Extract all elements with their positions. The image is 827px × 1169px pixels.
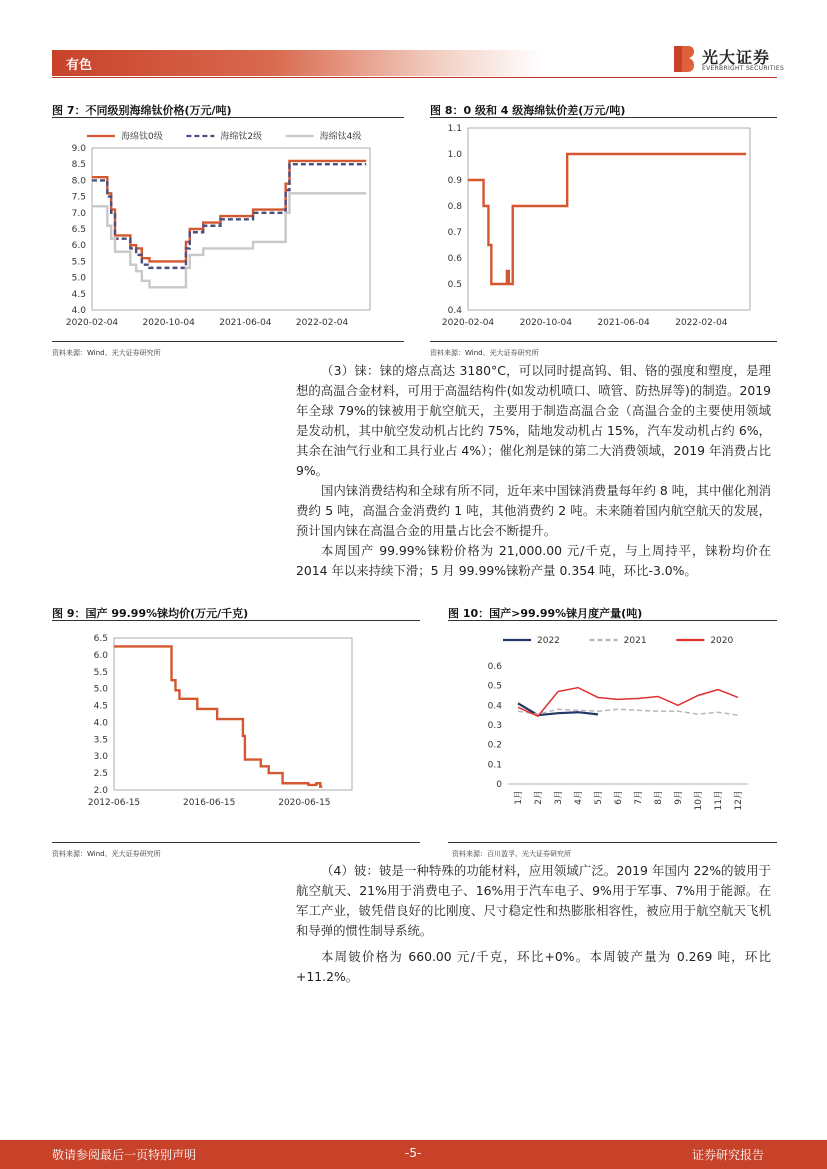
figure-7-chart [52, 120, 404, 335]
y-tick-label: 4.0 [71, 306, 86, 316]
legend-label: 2021 [623, 636, 647, 646]
y-tick-label: 7.5 [71, 192, 86, 203]
x-tick-label: 7月 [634, 790, 644, 805]
footer-disclaimer: 敬请参阅最后一页特别声明 [52, 1148, 197, 1162]
y-tick-label: 8.0 [71, 176, 86, 187]
y-tick-label: 8.5 [71, 160, 86, 171]
y-tick-label: 0.2 [487, 740, 502, 751]
y-tick-label: 4.5 [71, 289, 86, 300]
y-tick-label: 3.5 [93, 735, 108, 746]
y-tick-label: 0.1 [487, 760, 502, 771]
y-tick-label: 6.5 [71, 225, 86, 235]
paragraph-rhenium-domestic: 国内铼消费结构和全球有所不同，近年来中国铼消费量每年约 8 吨，其中催化剂消费约 5 吨，高温合金消费约 1 吨，其他消费约 2 吨。未来随着国内航空航天的发展，预计国内铼在高温合金的用量占比会不断提升。 [296, 483, 771, 538]
figure-9-bottom-rule [52, 842, 420, 843]
y-tick-label: 0.3 [487, 721, 502, 731]
x-tick-label: 2月 [534, 790, 544, 805]
x-tick-label: 2016-06-15 [183, 798, 236, 808]
y-tick-label: 4.0 [93, 718, 108, 729]
figure-9-source: 资料来源：Wind、光大证券研究所 [52, 850, 161, 858]
figure-7-source: 资料来源：Wind、光大证券研究所 [52, 349, 161, 357]
y-tick-label: 5.5 [93, 667, 108, 678]
x-tick-label: 2020-10-04 [519, 318, 572, 328]
figure-8-source: 资料来源：Wind、光大证券研究所 [430, 349, 539, 357]
y-tick-label: 1.0 [447, 150, 462, 160]
y-tick-label: 0.5 [487, 681, 502, 692]
x-tick-label: 1月 [514, 790, 524, 805]
figure-8-title: 图 8：0 级和 4 级海绵钛价差(万元/吨) [430, 104, 626, 117]
figure-7-title-rule [52, 117, 404, 118]
section-header-bar [52, 50, 542, 76]
y-tick-label: 0.6 [447, 254, 462, 264]
brand-logo-icon [674, 46, 694, 72]
y-tick-label: 0.5 [447, 280, 462, 290]
series-line-海绵钛0级 [92, 161, 366, 261]
x-tick-label: 2020-02-04 [65, 318, 119, 328]
y-tick-label: 6.5 [93, 634, 108, 644]
figure-9-title: 图 9：国产 99.99%铼均价(万元/千克) [52, 607, 249, 620]
x-tick-label: 2021-06-04 [597, 318, 650, 328]
figure-10-bottom-rule [448, 842, 777, 843]
section-label: 有色 [66, 58, 93, 73]
x-tick-label: 2021-06-04 [219, 318, 272, 328]
x-tick-label: 6月 [614, 790, 624, 805]
legend-label: 海绵钛4级 [319, 132, 362, 142]
brand-name: 光大证券 [702, 48, 771, 67]
legend-label: 海绵钛0级 [121, 132, 163, 142]
footer-report-type: 证券研究报告 [692, 1148, 765, 1162]
y-tick-label: 0.9 [447, 176, 462, 186]
figure-8-chart [430, 120, 777, 335]
y-tick-label: 0.4 [447, 306, 462, 316]
figure-10-title-rule [448, 620, 777, 621]
y-tick-label: 0.7 [447, 228, 462, 238]
x-tick-label: 2022-02-04 [295, 318, 349, 328]
brand-name-en: EVERBRIGHT SECURITIES [702, 65, 785, 72]
legend-label: 2020 [710, 636, 734, 646]
figure-8-bottom-rule [430, 341, 777, 342]
y-tick-label: 2.0 [93, 786, 108, 796]
y-tick-label: 9.0 [71, 144, 86, 154]
x-tick-label: 3月 [554, 790, 564, 805]
page-number: -5- [405, 1146, 422, 1160]
series-line [468, 154, 746, 284]
legend-label: 海绵钛2级 [220, 132, 263, 142]
figure-10-chart [448, 624, 777, 834]
figure-10-source: 资料来源：百川盈孚、光大证券研究所 [452, 850, 571, 858]
x-tick-label: 11月 [714, 790, 724, 811]
x-tick-label: 8月 [654, 790, 664, 805]
x-tick-label: 2020-10-04 [142, 318, 195, 328]
y-tick-label: 0 [496, 780, 502, 790]
figure-10-title: 图 10：国产>99.99%铼月度产量(吨) [448, 607, 643, 620]
y-tick-label: 5.5 [71, 257, 86, 268]
y-tick-label: 1.1 [447, 124, 462, 134]
y-tick-label: 4.5 [93, 701, 108, 712]
x-tick-label: 4月 [574, 790, 584, 805]
x-tick-label: 2020-02-04 [441, 318, 495, 328]
x-tick-label: 2022-02-04 [675, 318, 728, 328]
x-tick-label: 5月 [594, 790, 604, 805]
y-tick-label: 2.5 [93, 769, 108, 780]
series-line-2020 [518, 688, 738, 717]
paragraph-rhenium-intro: （3）铼：铼的熔点高达 3180°C，可以同时提高钨、钼、铬的强度和塑度，是理想的高温合金材料，可用于高温结构件(如发动机喷口、喷管、防热屏等)的制造。2019 年全球 79%的铼被用于航空航天，主要用于制造高温合金（高温合金的主要使用领域是发动机，其中航空发动机占比约 75%，陆地发动机占 15%，汽车发动机占约 6%，其余在油气行业和工具行业占 4%）；催化剂是铼的第二大消费领域，2019 年消费占比 9%。 [296, 363, 771, 478]
y-tick-label: 0.4 [487, 701, 502, 712]
figure-8-title-rule [430, 117, 777, 118]
header-divider [52, 77, 777, 78]
series-line [114, 646, 322, 786]
y-tick-label: 7.0 [71, 208, 86, 219]
plot-frame [114, 638, 352, 790]
figure-7-bottom-rule [52, 341, 404, 342]
x-tick-label: 12月 [734, 790, 744, 811]
paragraph-rhenium-price: 本周国产 99.99%铼粉价格为 21,000.00 元/千克，与上周持平，铼粉均价在 2014 年以来持续下滑；5 月 99.99%铼粉产量 0.354 吨，环比-3.0%。 [296, 543, 771, 578]
figure-7-title: 图 7：不同级别海绵钛价格(万元/吨) [52, 104, 232, 117]
x-tick-label: 9月 [674, 790, 684, 805]
figure-9-chart [52, 624, 420, 834]
y-tick-label: 6.0 [71, 241, 86, 252]
y-tick-label: 5.0 [71, 273, 86, 284]
y-tick-label: 6.0 [93, 650, 108, 661]
y-tick-label: 0.8 [447, 202, 462, 212]
y-tick-label: 0.6 [487, 662, 502, 672]
y-tick-label: 5.0 [93, 684, 108, 695]
x-tick-label: 10月 [694, 790, 704, 811]
series-line-海绵钛4级 [92, 193, 366, 287]
x-tick-label: 2012-06-15 [87, 798, 141, 808]
legend-label: 2022 [537, 636, 560, 646]
plot-frame [468, 128, 750, 310]
plot-frame [92, 148, 370, 310]
figure-9-title-rule [52, 620, 420, 621]
paragraph-beryllium-intro: （4）铍：铍是一种特殊的功能材料，应用领域广泛。2019 年国内 22%的铍用于航空航天、21%用于消费电子、16%用于汽车电子、9%用于军事、7%用于能源。在军工产业，铍凭借良好的比刚度、尺寸稳定性和热膨胀相容性，被应用于航空航天飞机和导弹的惯性制导系统。 [296, 863, 771, 938]
y-tick-label: 3.0 [93, 752, 108, 763]
paragraph-beryllium-price: 本周铍价格为 660.00 元/千克，环比+0%。本周铍产量为 0.269 吨，环比+11.2%。 [296, 949, 771, 984]
x-tick-label: 2020-06-15 [278, 798, 331, 808]
